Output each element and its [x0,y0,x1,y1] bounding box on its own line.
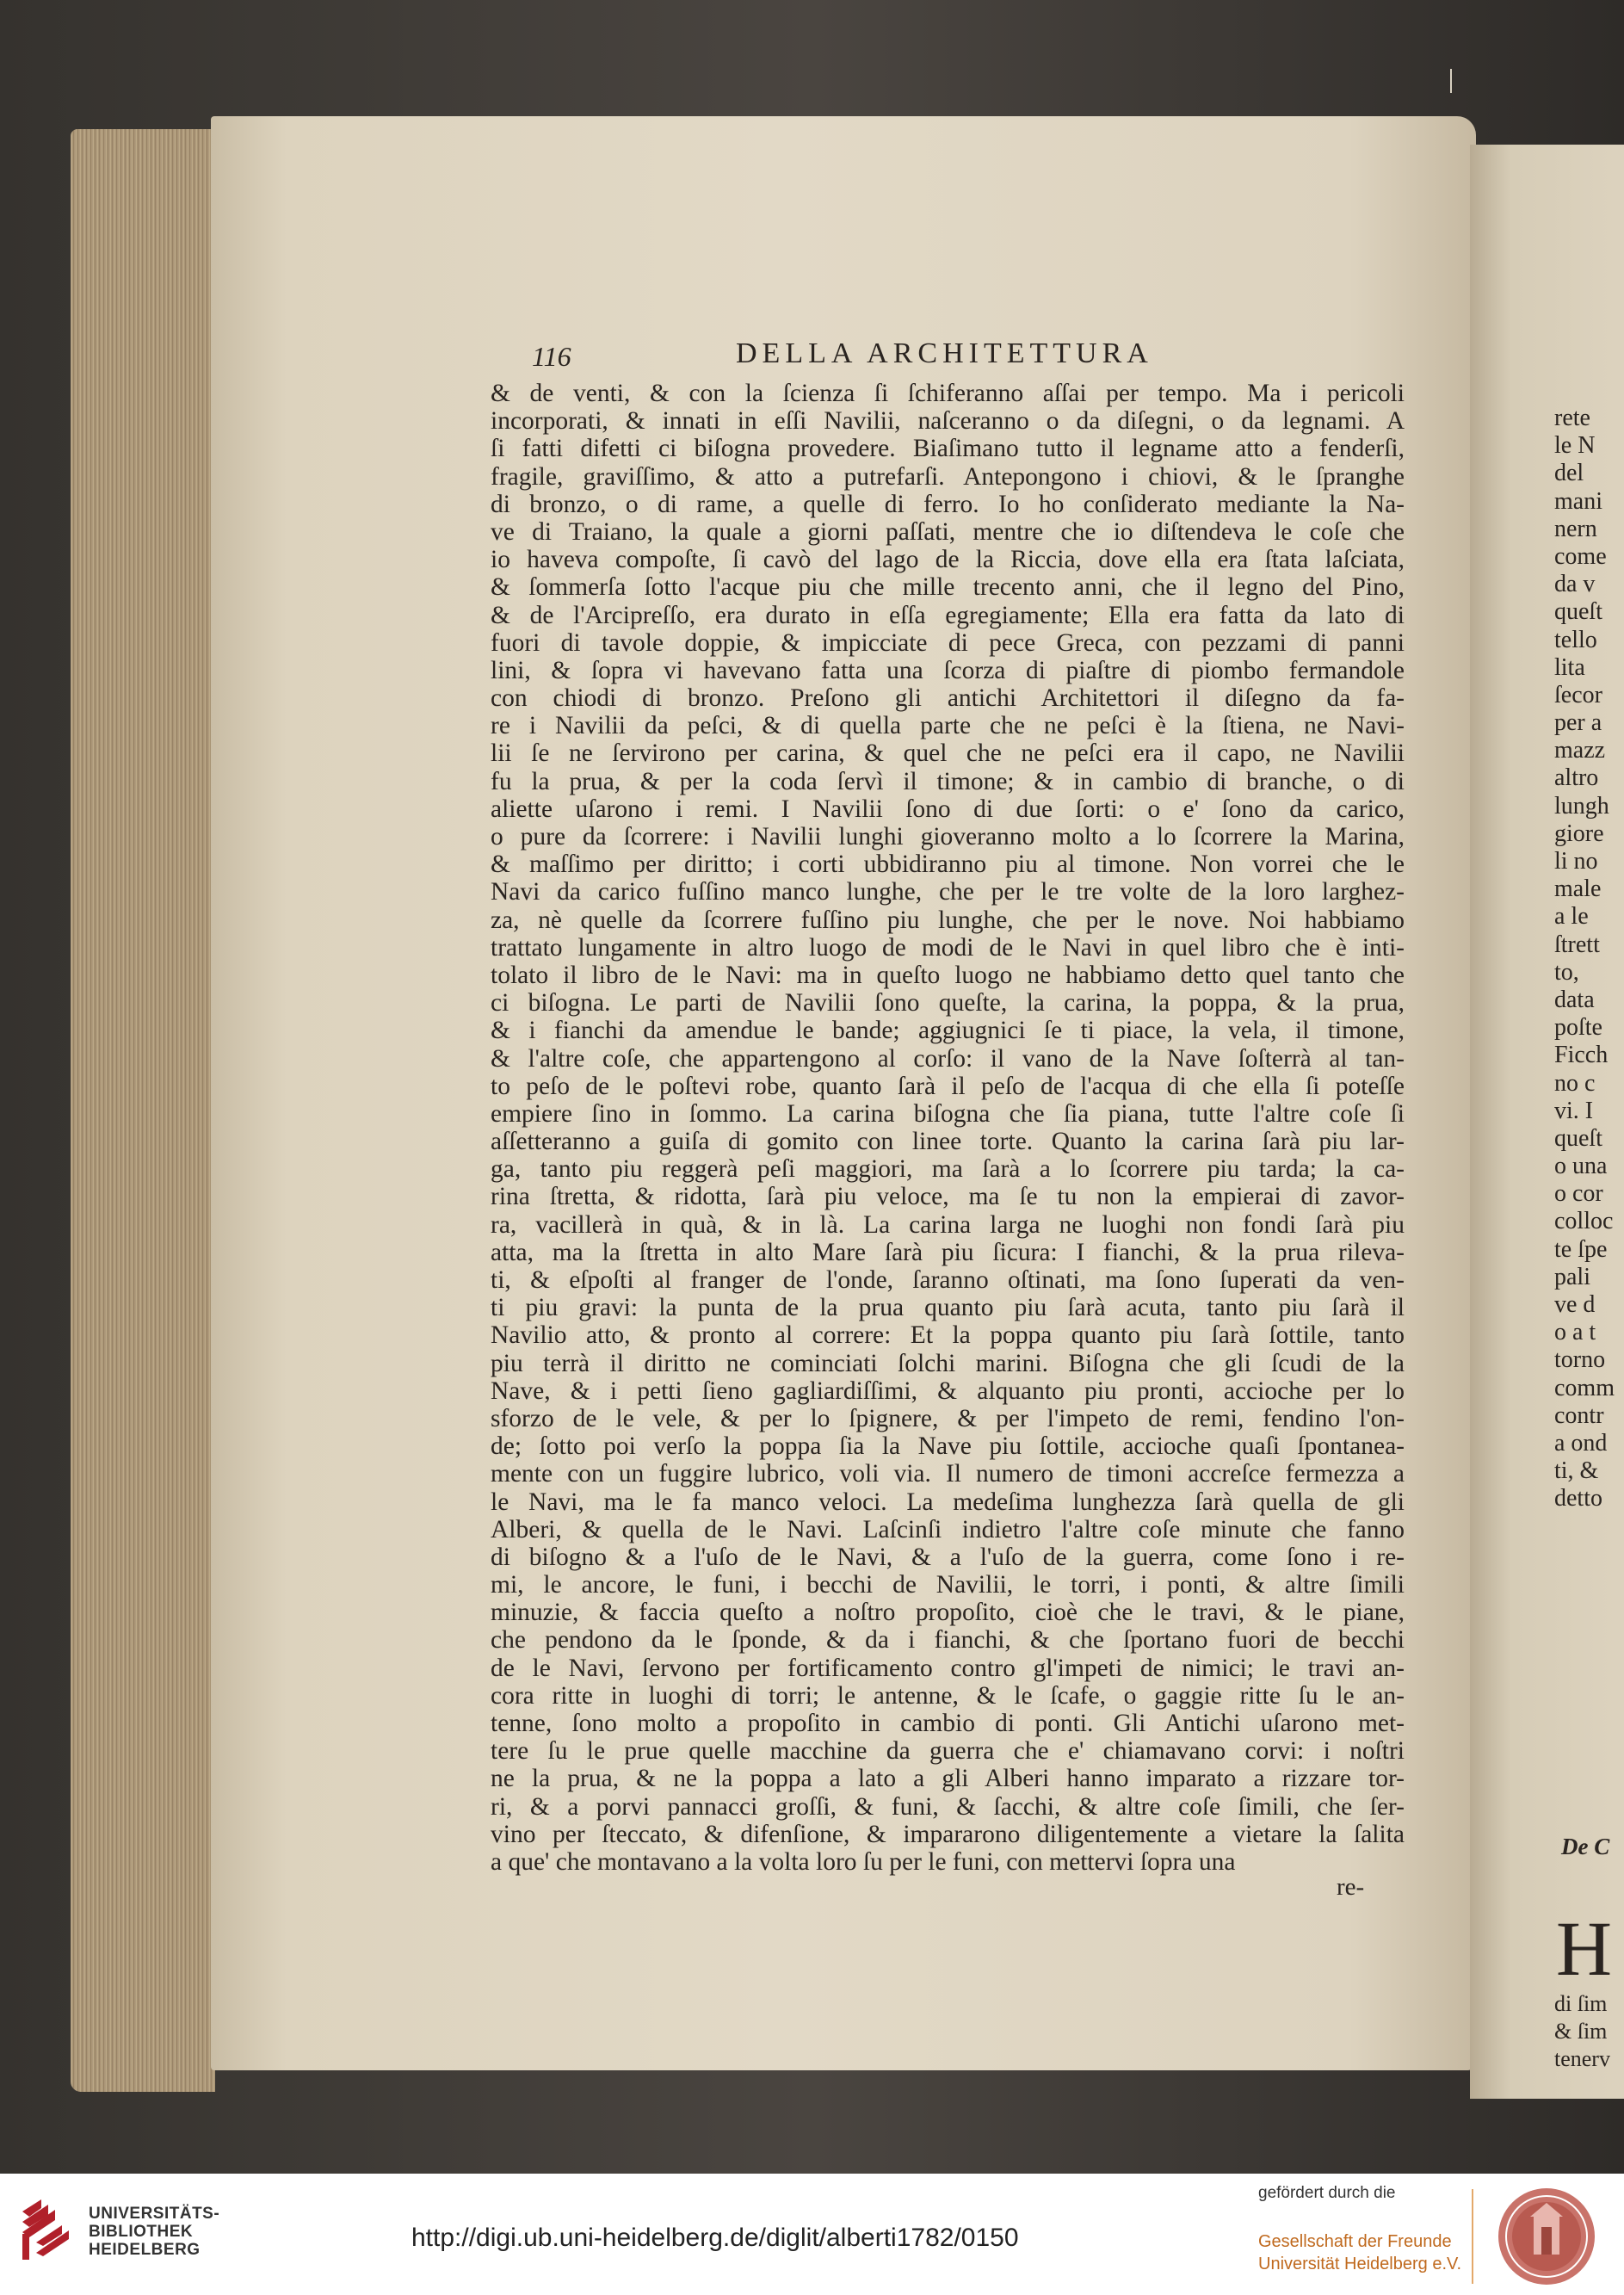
text-line: atta, ma la ſtretta in alto Mare ſarà piu ſicura: I fianchi, & la prua rileva- [491,1238,1405,1266]
text-line: fuori di tavole doppie, & impicciate di pece Greca, con pezzami di panni [491,628,1405,657]
next-page-text-line: giore [1554,820,1604,847]
page-number: 116 [532,341,571,372]
next-page-text-line: tello [1554,626,1597,653]
next-page-text-line: mazz [1554,737,1606,764]
text-line: ti piu gravi: la punta de la prua quanto piu ſarà acuta, tanto piu ſarà il [491,1294,1405,1322]
next-page-text-line: vi. I [1554,1097,1594,1124]
text-line: che pendono da le ſponde, & da i fianchi, & che ſportano fuori de becchi [491,1626,1405,1655]
sponsor-name-line: Universität Heidelberg e.V. [1258,2255,1462,2273]
text-line: le Navi, ma le fa manco veloci. La medeſima lunghezza ſarà quella de gli [491,1488,1405,1516]
text-line: ne la prua, & ne la poppa a lato a gli Alberi hanno imparato a rizzare tor- [491,1765,1405,1793]
next-page-text-line: ſtrett [1554,931,1600,958]
next-page-text-line: ti, & [1554,1457,1599,1485]
text-line: tolato il libro de le Navi: ma in queſto luogo ne habbiamo detto quel tanto che [491,961,1405,989]
text-line: Nave, & i petti ſieno gagliardiſſimi, & alquanto piu pronti, accioche per lo [491,1376,1405,1405]
text-line: cora ritte in luoghi di torri; le antenne, & le ſcafe, o gaggie ritte ſu le an- [491,1681,1405,1710]
next-page-text-line: ve d [1554,1291,1596,1318]
text-line: trattato lungamente in altro luogo de modi de le Navi in quel libro che è inti- [491,933,1405,962]
next-page-text-line: a le [1554,903,1589,931]
next-page-initial: H [1556,1907,1612,1992]
sponsor-name [1258,2230,1461,2275]
next-page-text-line: lita [1554,653,1585,681]
next-page-heading: De C [1561,1834,1610,1859]
next-page-text-line: torno [1554,1346,1606,1374]
text-line: Navi da carico fuſſino manco lunghe, che per le tre volte de la loro larghez- [491,878,1405,906]
running-head: DELLA ARCHITETTURA [736,337,1153,369]
next-page-text-line: mani [1554,487,1602,515]
next-page-tail-text [1554,1990,1610,2073]
library-name-line: HEIDELBERG [89,2241,201,2259]
text-line: aliette uſarono i remi. I Navilii ſono di due ſorti: o e' ſono da carico, [491,795,1405,823]
page-mark [1450,69,1452,93]
text-line: mi, le ancore, le funi, i becchi de Navilii, le torri, i ponti, & altre ſimili [491,1571,1405,1599]
text-line: con chiodi di bronzo. Preſono gli antichi Architettori il diſegno da fa- [491,684,1405,713]
text-line: ga, tanto piu reggerà peſi maggiori, ma ſarà a lo ſcorrere piu tarda; la ca- [491,1155,1405,1184]
text-line: Alberi, & quella de le Navi. Laſcinſi indietro l'altre coſe minute che fanno [491,1515,1405,1543]
text-line: to peſo de le poſtevi robe, quanto ſarà il peſo de l'acqua di che ella ſi poteſſe [491,1072,1405,1100]
text-line: mente con un fuggire lubrico, voli via. Il numero de timoni accreſce fermezza a [491,1460,1405,1488]
text-line: & de venti, & con la ſcienza ſi ſchiferanno aſſai per tempo. Ma i pericoli [491,380,1405,407]
next-page-text-line: per a [1554,709,1602,737]
next-page-text-line: queſt [1554,598,1602,626]
next-page-text-line: da v [1554,571,1596,598]
library-name-line: BIBLIOTHEK [89,2223,194,2241]
footer-divider [1472,2189,1473,2284]
text-line: tere ſu le prue quelle macchine da guerra che e' chiamavano corvi: i noſtri [491,1737,1405,1766]
ub-heidelberg-logo-icon [19,2196,77,2261]
sponsor-label: gefördert durch die [1258,2184,1396,2202]
next-page-text-line: a ond [1554,1429,1608,1457]
next-page-text-line: nern [1554,515,1597,542]
text-line: Navilio atto, & pronto al correre: Et la poppa quanto piu ſarà ſottile, tanto [491,1321,1405,1350]
text-line: incorporati, & innati in eſſi Navilii, naſceranno o da diſegni, o da legnami. A [491,407,1405,436]
text-line: a que' che montavano a la volta loro ſu per le funi, con mettervi ſopra una [491,1847,1236,1876]
body-text [491,380,1405,1876]
text-line: & de l'Arcipreſſo, era durato in eſſa egregiamente; Ella era fatta da lato di [491,601,1405,629]
text-line: fu la prua, & per la coda ſervì il timone; & in cambio di branche, o di [491,767,1405,795]
text-line: & maſſimo per diritto; i corti ubbidiranno piu al timone. Non vorrei che le [491,851,1405,879]
text-line: rina ſtretta, & ridotta, ſarà piu veloce, ma ſe tu non la empierai di zavor- [491,1183,1405,1211]
text-line: de; ſotto poi verſo la poppa ſia la Nave piu ſottile, accioche quaſi ſpontanea- [491,1432,1405,1461]
text-line: ſi fatti difetti ci biſogna provedere. Biaſimano tutto il legname atto a fenderſi, [491,435,1405,463]
next-page-text-line: Ficch [1554,1042,1609,1069]
next-page-text-line: li no [1554,848,1598,875]
library-name [89,2205,219,2259]
next-page-tail-line: tenerv [1554,2046,1610,2071]
next-page-tail-line: di ſim [1554,1991,1608,2016]
text-line: di biſogno & a l'uſo de le Navi, & a l'uſo de la guerra, come ſono i re- [491,1543,1405,1571]
permalink-url[interactable]: http://digi.ub.uni-heidelberg.de/diglit/alberti1782/0150 [411,2224,1019,2252]
text-line: ve di Traiano, la quale a giorni paſſati, mentre che io diſtendeva le coſe che [491,517,1405,546]
library-name-line: UNIVERSITÄTS- [89,2205,220,2223]
next-page-text-line: no c [1554,1069,1596,1097]
next-page-text-line: o cor [1554,1180,1603,1208]
text-line: o pure da ſcorrere: i Navilii lunghi gioveranno molto a lo ſcorrere la Marina, [491,823,1405,851]
next-page-text-line: comm [1554,1374,1615,1401]
text-line: & ſommerſa ſotto l'acque piu che mille trecento anni, che il legno del Pino, [491,573,1405,602]
footer-bar [0,2174,1624,2295]
next-page-text-line: le N [1554,432,1596,460]
text-line: ra, vacillerà in quà, & in là. La carina larga ne luoghi non fondi ſarà piu [491,1210,1405,1239]
next-page-text-line: male [1554,875,1602,903]
text-line: ci biſogna. Le parti de Navilii ſono queſte, la carina, la poppa, & la prua, [491,989,1405,1018]
next-page-text-line: data [1554,986,1595,1013]
text-line: & l'altre coſe, che appartengono al corſo: il vano de la Nave ſoſterrà al tan- [491,1044,1405,1073]
next-page-text-line: o a t [1554,1319,1596,1346]
text-line: lii ſe ne ſervirono per carina, & quel che ne peſci era il capo, ne Navilii [491,739,1405,768]
next-page-text-line: altro [1554,764,1599,792]
text-line: za, nè quelle da ſcorrere fuſſino piu lunghe, che per le nove. Noi habbiamo [491,906,1405,934]
next-page-text-line: o una [1554,1153,1608,1180]
text-line: vino per ſteccato, & difenſione, & impararono diligentemente a vietare la ſalita [491,1820,1405,1848]
text-line: sforzo de le vele, & per lo ſpignere, & per l'impeto de remi, fendino l'on- [491,1404,1405,1432]
university-seal-icon [1496,2186,1597,2287]
text-line: empiere ſino in ſommo. La carina biſogna che ſia piana, tutte l'altre coſe ſi [491,1099,1405,1128]
text-line: de le Navi, ſervono per fortificamento contro gl'impeti de nimici; le travi an- [491,1654,1405,1682]
text-line: piu terrà il diritto ne cominciati ſolchi marini. Biſogna che gli ſcudi de la [491,1349,1405,1377]
next-page-text-line: poſte [1554,1014,1602,1042]
text-line: tenne, ſono molto a propoſito in cambio di ponti. Gli Antichi uſarono met- [491,1710,1405,1737]
text-line: ti, & eſpoſti al franger de l'onde, ſaranno oſtinati, ma ſono ſuperati da ven- [491,1266,1405,1294]
text-line: ri, & a porvi pannacci groſſi, & funi, & ſacchi, & altre coſe ſimili, che ſer- [491,1792,1405,1821]
next-page-text-line: come [1554,542,1607,570]
next-page-text-line: pali [1554,1263,1590,1290]
text-line: minuzie, & faccia queſto a noſtro propoſito, cioè che le travi, & le piane, [491,1599,1405,1627]
next-page-text [1554,405,1624,1513]
text-line: re i Navilii da peſci, & di quella parte che ne peſci è la ſtiena, ne Navi- [491,712,1405,740]
next-page-text-line: detto [1554,1485,1602,1512]
text-line: fragile, graviſſimo, & atto a putrefarſi. Antepongono i chiovi, & le ſpranghe [491,462,1405,491]
text-line: lini, & ſopra vi havevano fatta una ſcorza di piaſtre di piombo fermandole [491,656,1405,684]
sponsor-name-line: Gesellschaft der Freunde [1258,2232,1452,2251]
next-page-text-line: contr [1554,1401,1604,1429]
next-page-text-line: lungh [1554,792,1609,820]
text-line: & i fianchi da amendue le bande; aggiugnici ſe ti piace, la vela, il timone, [491,1017,1405,1045]
book-page-edges [71,129,215,2092]
next-page-text-line: te ſpe [1554,1235,1608,1263]
next-page-text-line: to, [1554,958,1579,986]
text-line: aſſetteranno a guiſa di gomito con linee torte. Quanto la carina ſarà piu lar- [491,1128,1405,1156]
text-line: di bronzo, o di rame, a quelle di ferro. Io ho conſiderato mediante la Na- [491,490,1405,518]
next-page-text-line: ſecor [1554,681,1602,708]
catchword: re- [1337,1873,1365,1901]
next-page-text-line: del [1554,460,1584,487]
next-page-text-line: colloc [1554,1208,1614,1235]
next-page-text-line: queſt [1554,1124,1602,1152]
text-line: io haveva compoſte, ſi cavò del lago de la Riccia, dove ella era ſtata laſciata, [491,546,1405,574]
next-page-tail-line: & ſim [1554,2019,1608,2044]
next-page-text-line: rete [1554,405,1590,431]
